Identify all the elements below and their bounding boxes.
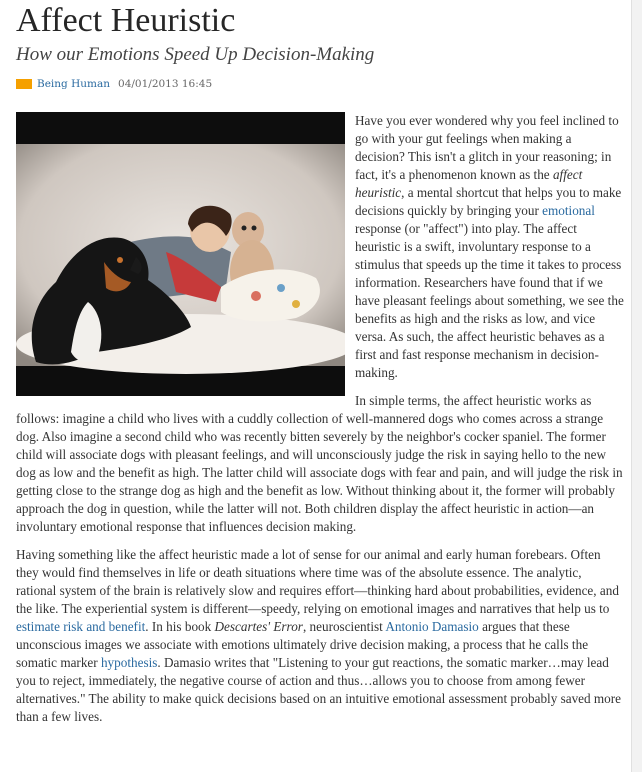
- p3-text-b: . In his book: [145, 619, 215, 634]
- p3-text-c: , neuroscientist: [302, 619, 386, 634]
- paragraph-2: In simple terms, the affect heuristic works as follows: imagine a child who lives with a cuddly collection of well-mannered dogs who comes across a strange dog. Also imagine a second child who was recently bitten severely by the neighbor's cocker spaniel. The former child will associate dogs with pleasant feelings, and will unconsciously judge the risk in saying hello to the new dog as low and the benefit as high. The latter child will associate dogs with fear and pain, and will judge the risk in getting close to the strange dog as high and the benefit as low. Without thinking about it, the former will probably approach the dog in question, while the latter will not. Both children display the affect heuristic in action—an involuntary emotional response that influences decision making.: [16, 393, 623, 534]
- p3-text-a: Having something like the affect heuristic made a lot of sense for our animal and early human forebears. Often they would find themselves in life or death situations where time was of the absolute essence. The analytic, rational system of the brain is relatively slow and requires effort—thinking hard about probabilities, evidence, and the like. The experiential system is different—speedy, relying on emotional images and narratives that help us to: [16, 547, 619, 616]
- category-color-icon: [16, 79, 32, 89]
- estimate-risk-link[interactable]: estimate risk and benefit: [16, 619, 146, 634]
- p1-text-b: , a mental shortcut that helps you to make decisions quickly by bringing your: [355, 185, 622, 218]
- article-photo: [16, 112, 345, 396]
- paragraph-3: [16, 546, 624, 726]
- category-link[interactable]: Being Human: [37, 78, 111, 90]
- antonio-damasio-link[interactable]: Antonio Damasio: [385, 619, 479, 634]
- article-meta: [16, 78, 212, 90]
- p1-emphasis-affect-heuristic: affect heuristic: [355, 167, 583, 200]
- p3-text-e: . Damasio writes that "Listening to your gut reactions, the somatic marker…may lead you to reject, immediately, the negative course of action and thus…allows you to choose from among fewer alternatives." The ability to make quick decisions based on an intuitive emotional assessment probably saved more than a few lives.: [16, 655, 622, 724]
- page-title: Affect Heuristic: [16, 2, 236, 39]
- p3-text-d: argues that these unconscious images we associate with emotions ultimately drive decision making, a process that he calls the somatic marker: [16, 619, 589, 670]
- hypothesis-link[interactable]: hypothesis: [100, 655, 158, 670]
- p1-text-a: Have you ever wondered why you feel inclined to go with your gut feelings when making a decision? This isn't a glitch in your reasoning; in fact, it's a phenomenon known as the: [355, 113, 619, 182]
- vertical-scrollbar[interactable]: [631, 0, 642, 772]
- emotional-link[interactable]: emotional: [542, 203, 595, 218]
- article-body: [16, 112, 624, 736]
- p3-emphasis-book-title: Descartes' Error: [214, 619, 303, 634]
- page-subtitle: How our Emotions Speed Up Decision-Making: [16, 44, 375, 65]
- p1-text-c: response (or "affect") into play. The affect heuristic is a swift, involuntary response to a stimulus that speeds up the time it takes to process information. Researchers have found that if we have pleasant feelings about something, we see the benefits as high and the risks as low, and vice versa. As such, the affect heuristic behaves as a first and fast response mechanism in decision-making.: [355, 221, 624, 380]
- publish-date: 04/01/2013 16:45: [118, 78, 213, 90]
- photo-boy-with-dogs-icon: [16, 112, 345, 396]
